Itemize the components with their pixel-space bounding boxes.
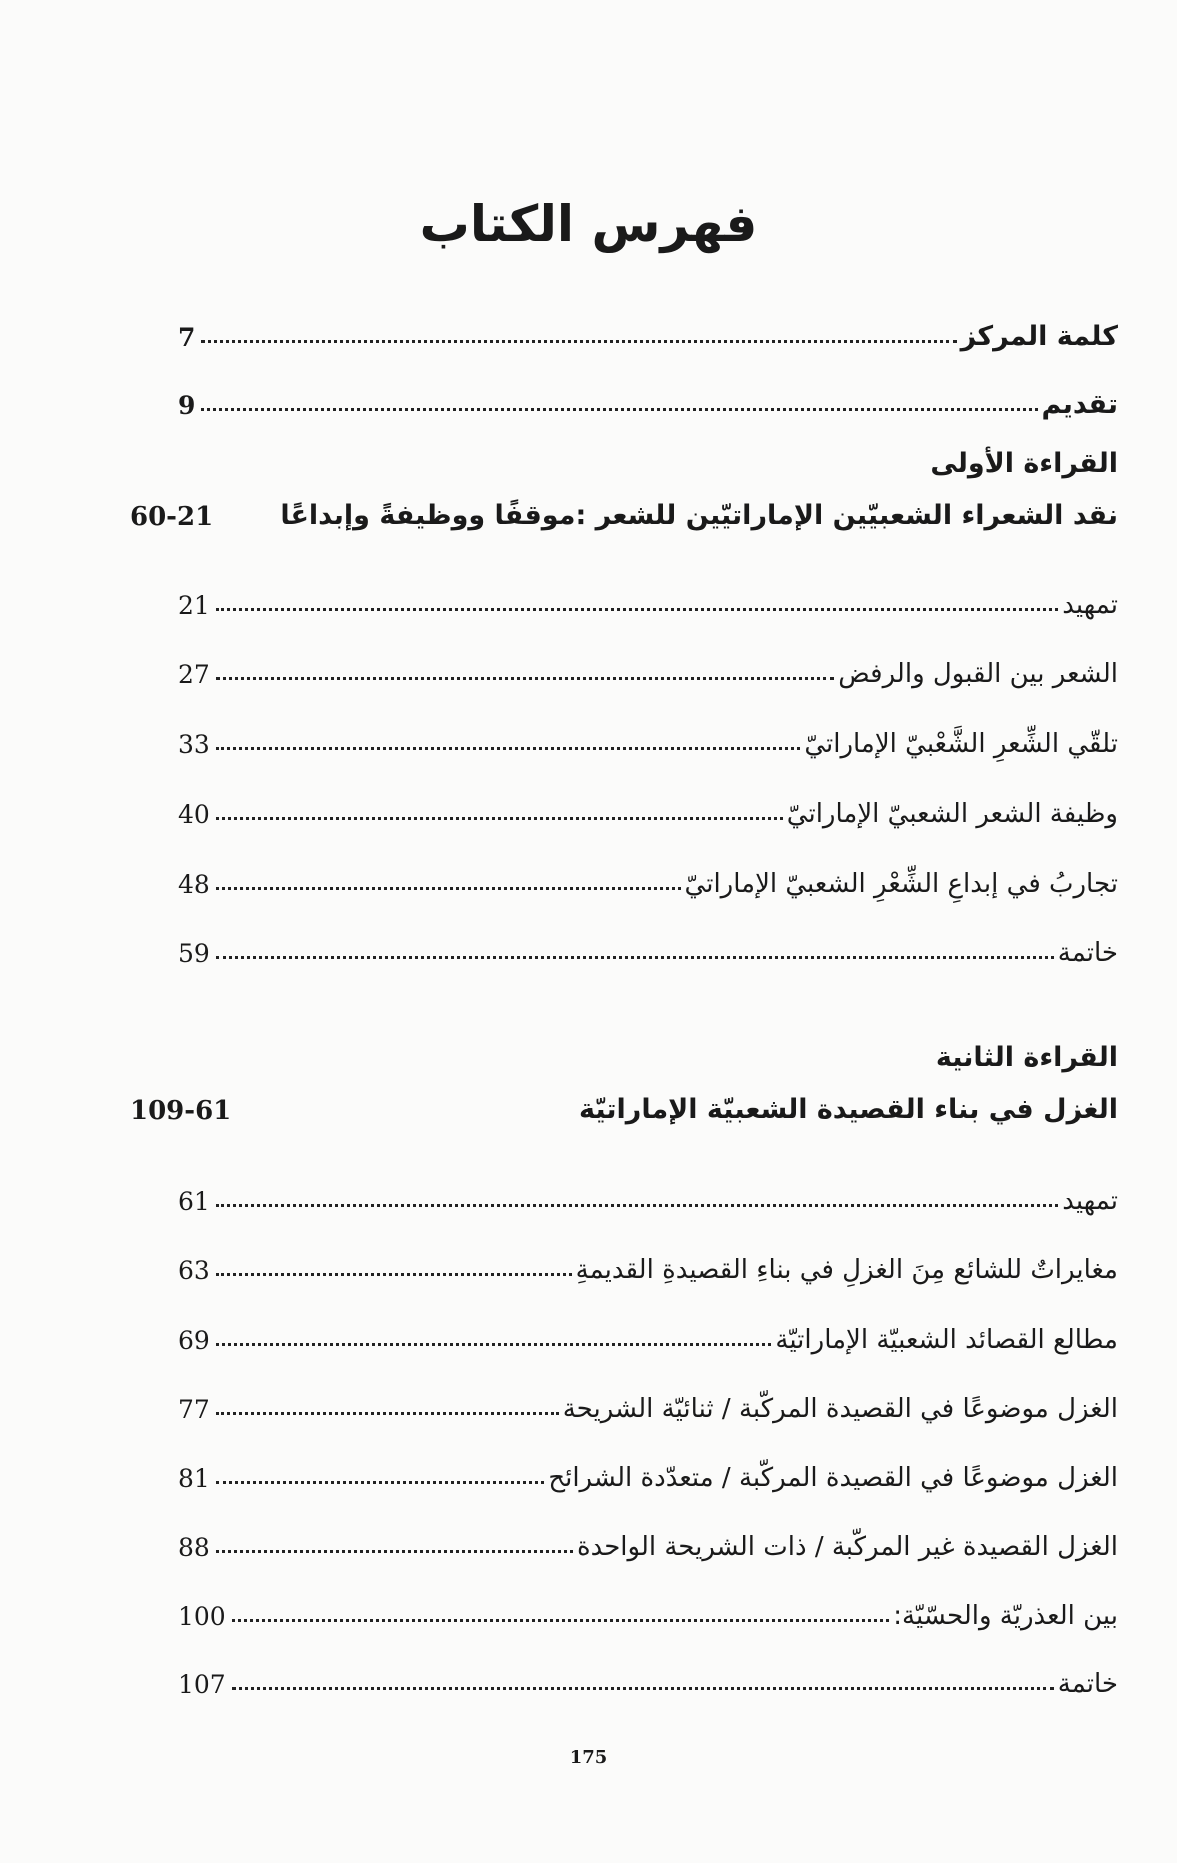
toc-entry[interactable] (178, 1449, 1118, 1493)
toc-entry-label: الغزل موضوعًا في القصيدة المركّبة / متعدّدة الشرائح (548, 1463, 1118, 1493)
dot-leader (232, 1687, 1054, 1690)
toc-entry-page: 48 (178, 870, 210, 899)
section-reading-label: القراءة الأولى (930, 448, 1118, 479)
toc-entry-page: 33 (178, 730, 210, 759)
dot-leader (216, 817, 783, 820)
dot-leader (216, 1550, 573, 1553)
section-reading-label: القراءة الثانية (935, 1042, 1118, 1073)
dot-leader (216, 1412, 559, 1415)
toc-entry-page: 40 (178, 800, 210, 829)
toc-entry-label: تمهيد (1062, 590, 1118, 620)
page-title: فهرس الكتاب (419, 195, 758, 253)
toc-entry-page: 21 (178, 591, 210, 620)
section-heading[interactable]: الغزل في بناء القصيدة الشعبيّة الإماراتيّة (578, 1094, 1118, 1125)
dot-leader (216, 1343, 772, 1346)
toc-entry-page: 69 (178, 1326, 210, 1355)
section-heading[interactable]: نقد الشعراء الشعبيّين الإماراتيّين للشعر :موقفًا ووظيفةً وإبداعًا (280, 500, 1118, 531)
toc-entry-page: 100 (178, 1602, 226, 1631)
toc-entry-page: 81 (178, 1464, 210, 1493)
section-page-range: 60-21 (130, 502, 214, 532)
toc-entry-page: 27 (178, 660, 210, 689)
toc-entry[interactable] (178, 715, 1118, 759)
toc-entry-label: خاتمة (1057, 1669, 1118, 1699)
toc-entry-label: تقديم (1041, 389, 1118, 420)
toc-entry-page: 59 (178, 939, 210, 968)
dot-leader (216, 1204, 1058, 1207)
toc-entry-label: وظيفة الشعر الشعبيّ الإماراتيّ (786, 799, 1118, 829)
toc-entry[interactable] (178, 1172, 1118, 1216)
toc-entry[interactable] (178, 1518, 1118, 1562)
toc-entry[interactable] (178, 1655, 1118, 1699)
toc-entry[interactable] (178, 576, 1118, 620)
toc-entry-label: الغزل موضوعًا في القصيدة المركّبة / ثنائيّة الشريحة (562, 1394, 1118, 1424)
toc-entry[interactable] (178, 376, 1118, 420)
toc-entry-page: 7 (178, 323, 196, 352)
dot-leader (216, 956, 1054, 959)
dot-leader (216, 608, 1058, 611)
toc-entry-label: بين العذريّة والحسّيّة: (893, 1601, 1118, 1631)
toc-entry[interactable] (178, 308, 1118, 352)
toc-entry-page: 77 (178, 1395, 210, 1424)
toc-entry[interactable] (178, 1380, 1118, 1424)
toc-entry[interactable] (178, 785, 1118, 829)
toc-entry[interactable] (178, 924, 1118, 968)
toc-entry-page: 9 (178, 391, 196, 420)
toc-entry-label: تمهيد (1062, 1186, 1118, 1216)
dot-leader (216, 747, 801, 750)
section-page-range: 109-61 (130, 1096, 232, 1126)
toc-entry-label: خاتمة (1057, 938, 1118, 968)
dot-leader (216, 1481, 545, 1484)
toc-entry[interactable] (178, 645, 1118, 689)
toc-entry-page: 61 (178, 1187, 210, 1216)
toc-entry-label: كلمة المركز (960, 321, 1118, 352)
dot-leader (216, 677, 834, 680)
toc-entry[interactable] (178, 1587, 1118, 1631)
toc-entry-label: مطالع القصائد الشعبيّة الإماراتيّة (775, 1325, 1118, 1355)
dot-leader (201, 408, 1037, 411)
dot-leader (216, 1273, 572, 1276)
toc-entry-page: 88 (178, 1533, 210, 1562)
toc-entry-label: تجاربُ في إبداعِ الشِّعْرِ الشعبيّ الإماراتيّ (684, 869, 1118, 899)
dot-leader (232, 1619, 890, 1622)
toc-entry-page: 107 (178, 1670, 226, 1699)
toc-entry-label: الشعر بين القبول والرفض (838, 659, 1118, 689)
toc-entry-label: تلقّي الشِّعرِ الشَّعْبيّ الإماراتيّ (804, 729, 1118, 759)
dot-leader (201, 340, 956, 343)
toc-entry-label: مغايراتٌ للشائع مِنَ الغزلِ في بناءِ القصيدةِ القديمةِ (575, 1255, 1118, 1285)
toc-entry[interactable] (178, 1241, 1118, 1285)
toc-entry[interactable] (178, 855, 1118, 899)
toc-entry[interactable] (178, 1311, 1118, 1355)
toc-entry-page: 63 (178, 1256, 210, 1285)
page-number: 175 (569, 1747, 608, 1768)
toc-entry-label: الغزل القصيدة غير المركّبة / ذات الشريحة الواحدة (576, 1532, 1118, 1562)
dot-leader (216, 887, 681, 890)
